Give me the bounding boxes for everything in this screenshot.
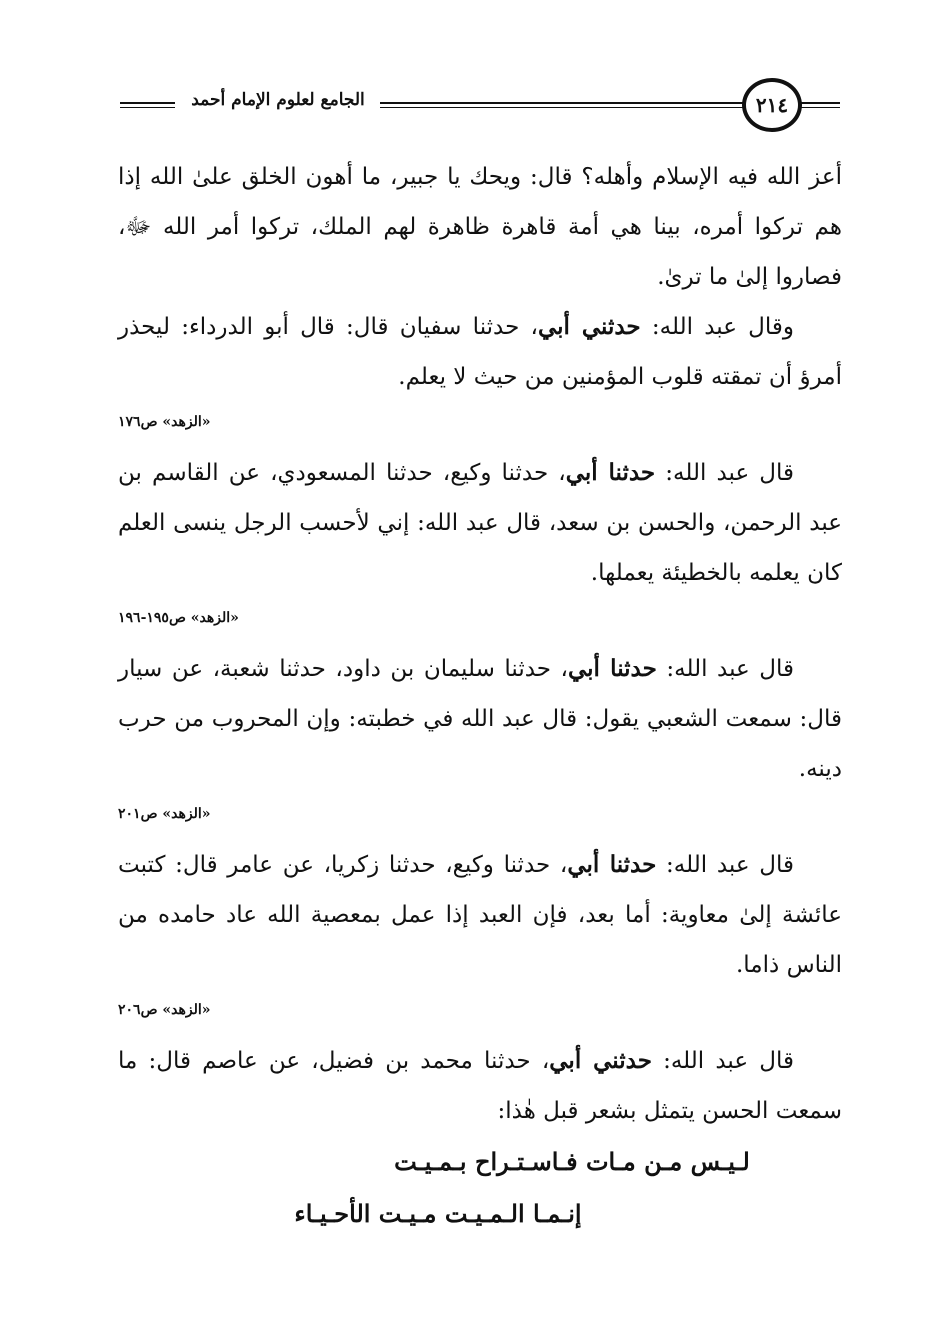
source-citation: «الزهد» ص١٩٥-١٩٦ (118, 610, 239, 626)
header-rule-right (798, 102, 840, 108)
source-citation: «الزهد» ص٢٠١ (118, 806, 211, 822)
page-number: ٢١٤ (742, 78, 802, 132)
paragraph: قال عبد الله: حدثنا أبي، حدثنا وكيع، حدثنا المسعودي، عن القاسم بن عبد الرحمن، والحسن بن سعد، قال عبد الله: إني لأحسب الرجل ينسى العلم كان يعلمه بالخطيئة يعملها. (118, 459, 842, 586)
running-header-title: الجامع لعلوم الإمام أحمد (191, 90, 365, 110)
source-citation: «الزهد» ص٢٠٦ (118, 1002, 211, 1018)
running-header (110, 78, 845, 138)
paragraph: قال عبد الله: حدثني أبي، حدثنا محمد بن فضيل، عن عاصم قال: ما سمعت الحسن يتمثل بشعر قبل هٰذا: (118, 1047, 842, 1124)
paragraph: قال عبد الله: حدثنا أبي، حدثنا وكيع، حدثنا زكريا، عن عامر قال: كتبت عائشة إلىٰ معاوية: أما بعد، فإن العبد إذا عمل بمعصية الله عاد حامده من الناس ذاما. (118, 851, 842, 978)
source-citation: «الزهد» ص١٧٦ (118, 414, 211, 430)
poem-verse-2: إنـمـا الـمـيـت مـيـت الأحـيـاء (294, 1199, 582, 1228)
body-text (118, 152, 842, 1240)
paragraph-continuation: أعز الله فيه الإسلام وأهله؟ قال: ويحك يا جبير، ما أهون الخلق علىٰ الله إذا هم تركوا أمره، بينا هي أمة قاهرة ظاهرة لهم الملك، تركوا أمر الله ﷻ، فصاروا إلىٰ ما ترىٰ. (118, 164, 842, 290)
poem-verse-1: لـيـس مـن مـات فـاسـتـراح بـمـيـت (394, 1147, 750, 1176)
header-rule-middle (380, 102, 745, 108)
header-rule-left (120, 102, 175, 108)
paragraph: وقال عبد الله: حدثني أبي، حدثنا سفيان قال: قال أبو الدرداء: ليحذر أمرؤ أن تمقته قلوب المؤمنين من حيث لا يعلم. (118, 313, 842, 390)
paragraph: قال عبد الله: حدثنا أبي، حدثنا سليمان بن داود، حدثنا شعبة، عن سيار قال: سمعت الشعبي يقول: قال عبد الله في خطبته: وإن المحروب من حرب دينه. (118, 655, 842, 782)
